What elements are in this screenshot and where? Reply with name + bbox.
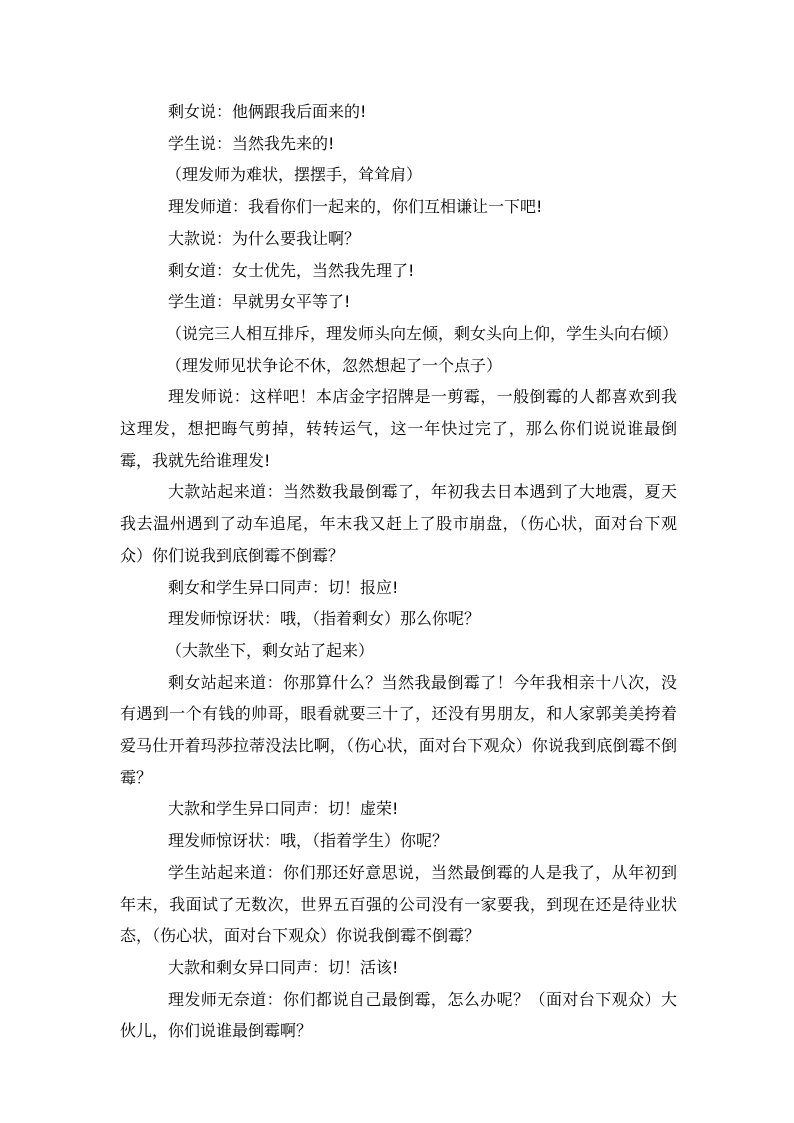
paragraph: 大款站起来道：当然数我最倒霉了，年初我去日本遇到了大地震，夏天我去温州遇到了动车追尾，年末我又赶上了股市崩盘，（伤心状，面对台下观众）你们说我到底倒霉不倒霉？	[120, 482, 677, 565]
stage-direction: （理发师为难状，摆摆手，耸耸肩）	[166, 165, 423, 185]
paragraph: 大款和学生异口同声：切！虚荣!	[168, 799, 399, 819]
stage-direction: （理发师见状争论不休，忽然想起了一个点子）	[166, 355, 503, 375]
stage-direction: （说完三人相互排斥，理发师头向左倾，剩女头向上仰，学生头向右倾）	[166, 323, 679, 343]
stage-direction: （大款坐下，剩女站了起来）	[166, 640, 375, 660]
paragraph: 理发师惊讶状：哦，（指着剩女）那么你呢？	[168, 609, 481, 629]
paragraph: 学生道：早就男女平等了!	[168, 292, 351, 312]
paragraph: 学生说：当然我先来的!	[168, 133, 335, 153]
paragraph: 剩女站起来道：你那算什么？当然我最倒霉了！今年我相亲十八次，没有遇到一个有钱的帅哥，眼看就要三十了，还没有男朋友，和人家郭美美挎着爱马仕开着玛莎拉蒂没法比啊，（伤心状，面对台下观众）你说我到底倒霉不倒霉？	[120, 672, 677, 787]
paragraph: 理发师道：我看你们一起来的，你们互相谦让一下吧!	[168, 197, 543, 217]
paragraph: 剩女和学生异口同声：切！报应!	[168, 577, 399, 597]
paragraph: 理发师惊讶状：哦，（指着学生）你呢？	[168, 831, 449, 851]
paragraph: 理发师说：这样吧！本店金字招牌是一剪霉，一般倒霉的人都喜欢到我这理发，想把晦气剪掉，转转运气，这一年快过完了，那么你们说说谁最倒霉，我就先给谁理发!	[120, 387, 677, 470]
document-page	[120, 96, 677, 1047]
paragraph: 学生站起来道：你们那还好意思说，当然最倒霉的人是我了，从年初到年末，我面试了无数次，世界五百强的公司没有一家要我，到现在还是待业状态，（伤心状，面对台下观众）你说我倒霉不倒霉？	[120, 862, 677, 946]
paragraph: 剩女说：他俩跟我后面来的!	[168, 102, 367, 121]
paragraph: 大款说：为什么要我让啊？	[168, 228, 361, 248]
paragraph: 大款和剩女异口同声：切！活该!	[168, 957, 399, 977]
paragraph: 剩女道：女士优先，当然我先理了!	[168, 260, 415, 280]
paragraph: 理发师无奈道：你们都说自己最倒霉，怎么办呢？（面对台下观众）大伙儿，你们说谁最倒霉啊？	[120, 989, 677, 1041]
